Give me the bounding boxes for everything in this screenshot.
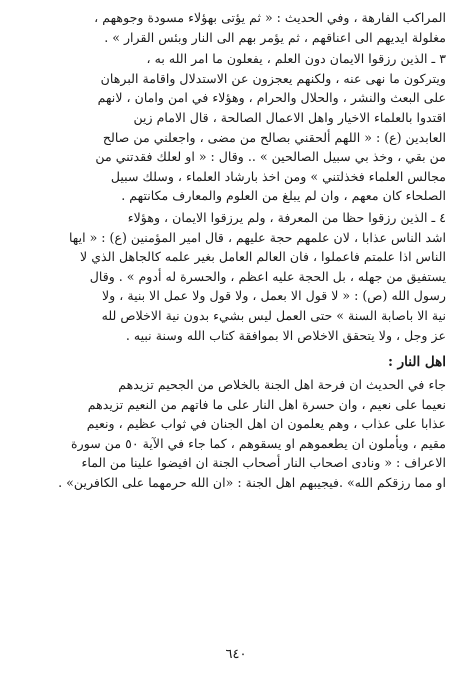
paragraph (28, 8, 446, 47)
text-line: الناس اذا علمتم فاعملوا ، فان العالم العامل بغير علمه كالجاهل الذي لا (80, 249, 446, 265)
paragraph (28, 375, 446, 493)
text-line: نية الا باصابة السنة » حتى العمل ليس بشيء بدون نية الاخلاص لله (101, 307, 446, 323)
text-line: مجالس العلماء فخذلتني » ومن اخذ بارشاد العلماء ، وسلك سبيل (110, 168, 446, 184)
text-line: ٣ ـ الذين رزقوا الايمان دون العلم ، يفعلون ما امر الله به ، (146, 51, 446, 67)
text-line: نعيما على نعيم ، وان حسرة اهل النار على ما فاتهم من النعيم تزيدهم (87, 396, 446, 412)
text-line: الصلحاء كان معهم ، وان لم يبلغ من العلوم والمعارف مكانتهم . (121, 188, 446, 204)
text-line: او مما رزقكم الله» .فيجيبهم اهل الجنة : «ان الله حرمهما على الكافرين» . (58, 475, 446, 491)
text-line: اقتدوا بالعلماء الاخيار واهل الاعمال الصالحة ، قال الامام زين (133, 109, 446, 125)
text-line: مقيم ، ويأملون ان يطعموهم او يسقوهم ، كما جاء في الآية ٥٠ من سورة (71, 435, 446, 451)
text-line: رسول الله (ص) : « لا قول الا بعمل ، ولا قول ولا عمل الا بنية ، ولا (101, 288, 446, 304)
text-line: ٤ ـ الذين رزقوا حظا من المعرفة ، ولم يرزقوا الايمان ، وهؤلاء (127, 209, 446, 225)
text-line: ويتركون ما نهى عنه ، ولكنهم يعجزون عن الاستدلال واقامة البرهان (100, 70, 446, 86)
section-heading: اهل النار : (387, 354, 446, 371)
paragraph (28, 208, 446, 345)
text-line: المراكب الفارهة ، وفي الحديث : « ثم يؤتى بهؤلاء مسودة وجوههم ، (94, 10, 446, 25)
text-line: من بقي ، وخذ بي سبيل الصالحين » .. وقال : « او لعلك فقدتني من (95, 149, 446, 165)
text-line: الاعراف : « ونادى اصحاب النار أصحاب الجنة ان افيضوا علينا من الماء (81, 455, 446, 471)
text-body (28, 8, 446, 493)
text-line: جاء في الحديث ان فرحة اهل الجنة بالخلاص من الجحيم تزيدهم (118, 377, 446, 393)
paragraph (28, 49, 446, 206)
text-line: العابدين (ع) : « اللهم ألحقني بصالح من مضى ، واجعلني من صالح (102, 129, 446, 145)
text-line: مغلولة ايديهم الى اعناقهم ، ثم يؤمر بهم الى النار وبئس القرار » . (104, 29, 446, 45)
page-number: ٦٤٠ (225, 647, 247, 662)
text-line: على البعث والنشر ، والحلال والحرام ، وهؤلاء في امن وامان ، لانهم (97, 90, 446, 106)
text-line: عذابا على عذاب ، وهم يعلمون ان اهل الجنان في ثواب عظيم ، ونعيم (86, 416, 446, 432)
text-line: عز وجل ، ولا يتحقق الاخلاص الا بموافقة كتاب الله وسنة نبيه . (125, 327, 446, 343)
text-line: يستفيق من جهله ، بل الحجة عليه اعظم ، والحسرة له أدوم » . وقال (89, 268, 446, 284)
text-line: اشد الناس عذابا ، لان علمهم حجة عليهم ، قال امير المؤمنين (ع) : « ايها (68, 229, 446, 245)
